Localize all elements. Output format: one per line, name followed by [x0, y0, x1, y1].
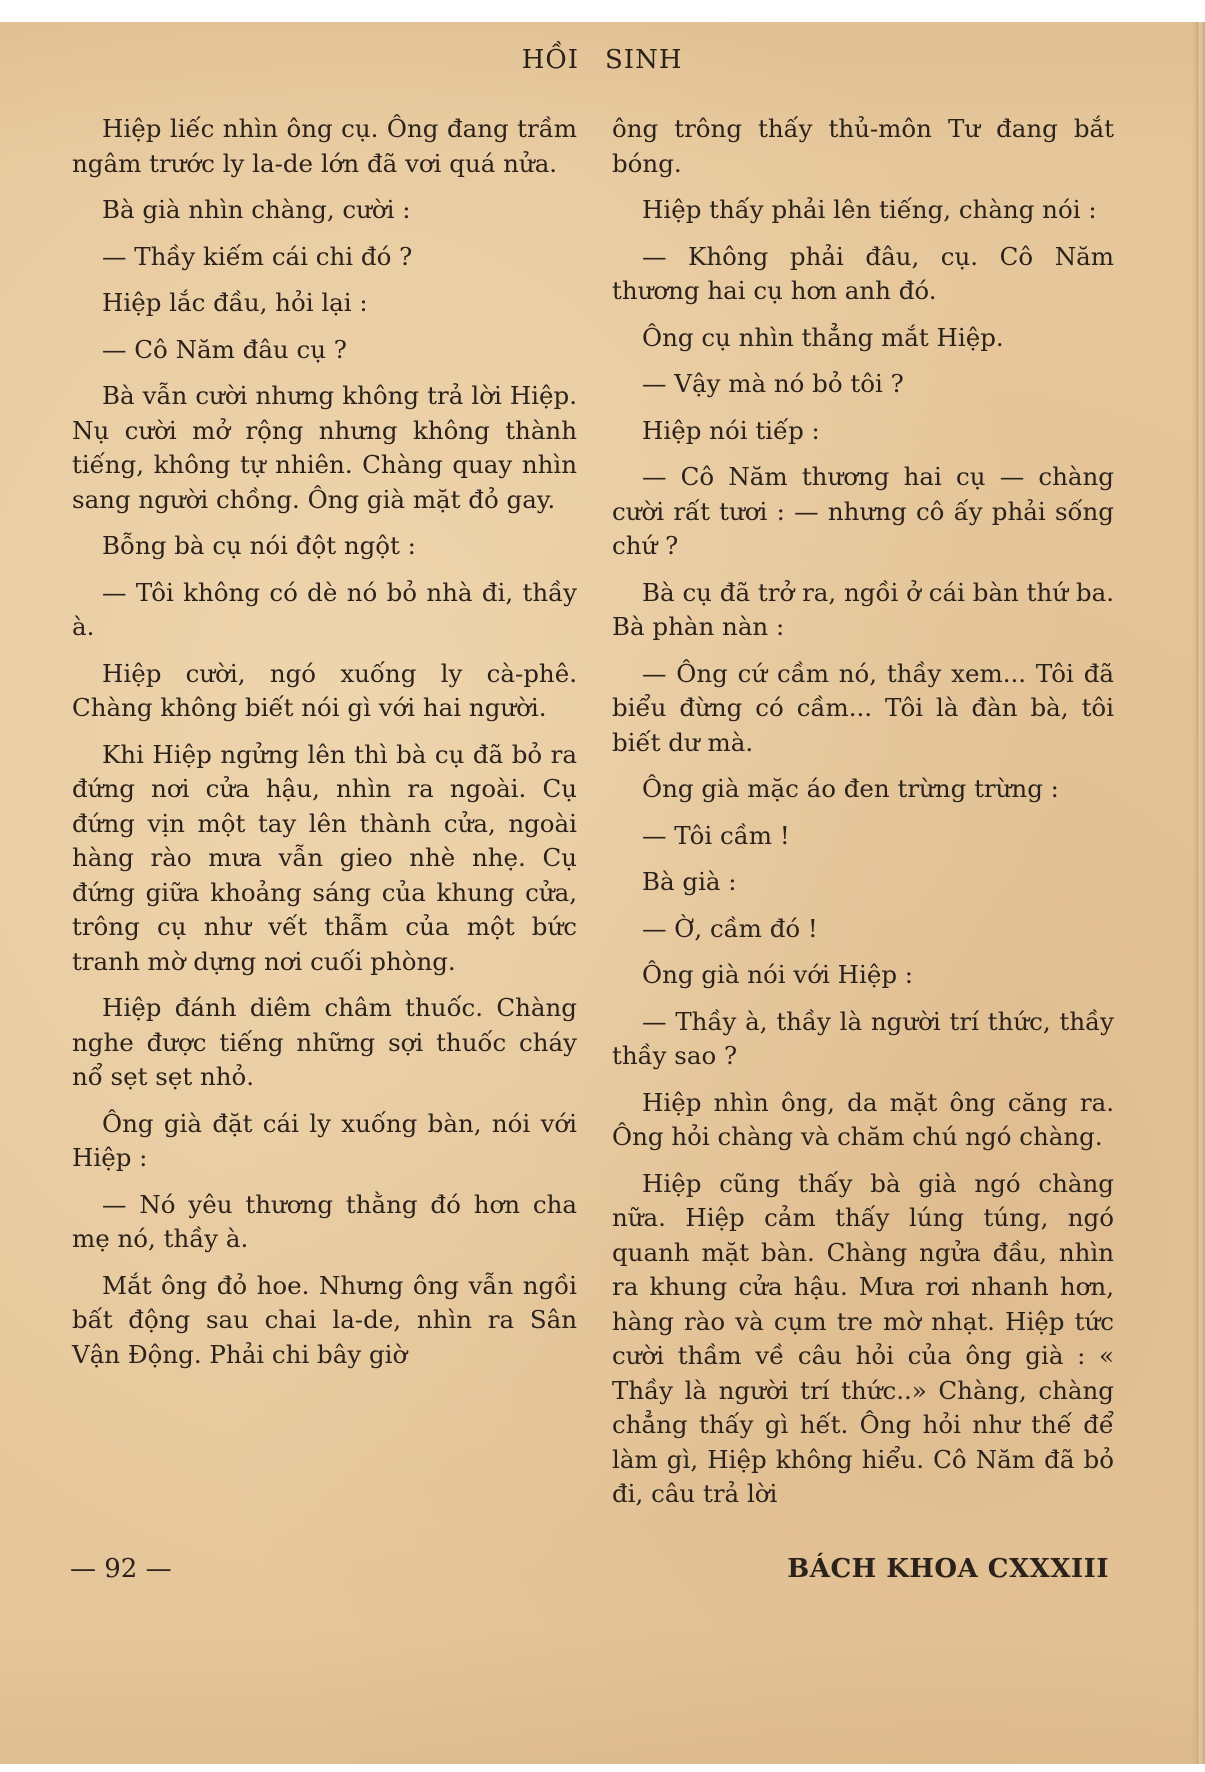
- paragraph: — Cô Năm đâu cụ ?: [102, 334, 347, 364]
- paragraph: Khi Hiệp ngửng lên thì bà cụ đã bỏ ra đứng nơi cửa hậu, nhìn ra ngoài. Cụ đứng vịn một tay lên thành cửa, ngoài hàng rào mưa vẫn gieo nhè nhẹ. Cụ đứng giữa khoảng sáng của khung cửa, trông cụ như vết thẫm của một bức tranh mờ dựng nơi cuối phòng.: [72, 739, 577, 976]
- paragraph: — Thầy kiếm cái chi đó ?: [102, 241, 413, 271]
- publication-name: BÁCH KHOA CXXXIII: [787, 1554, 1109, 1584]
- paragraph: — Nó yêu thương thằng đó hơn cha mẹ nó, thầy à.: [72, 1189, 577, 1253]
- paragraph: Mắt ông đỏ hoe. Nhưng ông vẫn ngồi bất động sau chai la-de, nhìn ra Sân Vận Động. Phải chi bây giờ: [72, 1270, 577, 1369]
- paragraph: — Vậy mà nó bỏ tôi ?: [642, 369, 904, 398]
- paragraph: Bà già :: [642, 867, 737, 896]
- paper-edge: [1191, 22, 1205, 1764]
- paragraph: Bà già nhìn chàng, cười :: [102, 195, 411, 224]
- paragraph: — Ờ, cầm đó !: [642, 913, 818, 943]
- paragraph: Ông cụ nhìn thẳng mắt Hiệp.: [642, 322, 1004, 352]
- paragraph: Hiệp nhìn ông, da mặt ông căng ra. Ông hỏi chàng và chăm chú ngó chàng.: [612, 1087, 1114, 1151]
- paragraph: — Tôi cầm !: [642, 820, 790, 850]
- page-number: — 92 —: [70, 1554, 172, 1584]
- paragraph: Ông già nói với Hiệp :: [642, 960, 914, 989]
- paragraph: — Cô Năm thương hai cụ — chàng cười rất tươi : — nhưng cô ấy phải sống chứ ?: [612, 462, 1114, 560]
- paragraph: Bà vẫn cười nhưng không trả lời Hiệp. Nụ cười mở rộng nhưng không thành tiếng, không tự nhiên. Chàng quay nhìn sang người chồng. Ông già mặt đỏ gay.: [72, 381, 577, 514]
- paragraph: Hiệp lắc đầu, hỏi lại :: [102, 288, 368, 317]
- paragraph: ông trông thấy thủ-môn Tư đang bắt bóng.: [612, 114, 1114, 178]
- paragraph: Ông già mặc áo đen trừng trừng :: [642, 774, 1059, 803]
- paragraph: — Tôi không có dè nó bỏ nhà đi, thầy à.: [72, 577, 577, 641]
- running-header: [0, 45, 1205, 85]
- paragraph: Hiệp cười, ngó xuống ly cà-phê. Chàng không biết nói gì với hai người.: [72, 658, 577, 722]
- paragraph: Hiệp cũng thấy bà già ngó chàng nữa. Hiệp cảm thấy lúng túng, ngó quanh mặt bàn. Chàng ngửa đầu, nhìn ra khung cửa hậu. Mưa rơi nhanh hơn, hàng rào và cụm tre mờ nhạt. Hiệp tức cười thầm về câu hỏi của ông già : « Thầy là người trí thức..» Chàng, chàng chẳng thấy gì hết. Ông hỏi như thế để làm gì, Hiệp không hiểu. Cô Năm đã bỏ đi, câu trả lời: [612, 1168, 1114, 1508]
- header-title-left: HỒI: [521, 45, 579, 75]
- right-text-column: [612, 112, 1114, 1524]
- paragraph: Bỗng bà cụ nói đột ngột :: [102, 531, 416, 560]
- paragraph: Hiệp liếc nhìn ông cụ. Ông đang trầm ngâm trước ly la-de lớn đã vơi quá nửa.: [72, 114, 577, 178]
- paragraph: — Ông cứ cầm nó, thầy xem... Tôi đã biểu đừng có cầm... Tôi là đàn bà, tôi biết dư mà.: [612, 658, 1114, 757]
- paragraph: — Thầy à, thầy là người trí thức, thầy thầy sao ?: [612, 1006, 1114, 1070]
- paragraph: Bà cụ đã trở ra, ngồi ở cái bàn thứ ba. Bà phàn nàn :: [612, 577, 1114, 641]
- paragraph: Ông già đặt cái ly xuống bàn, nói với Hiệp :: [72, 1108, 577, 1172]
- left-text-column: [72, 112, 577, 1384]
- paragraph: Hiệp đánh diêm châm thuốc. Chàng nghe được tiếng những sợi thuốc cháy nổ sẹt sẹt nhỏ.: [72, 993, 577, 1091]
- paragraph: Hiệp nói tiếp :: [642, 415, 820, 445]
- paragraph: Hiệp thấy phải lên tiếng, chàng nói :: [642, 195, 1097, 224]
- header-title-right: SINH: [605, 45, 683, 75]
- paragraph: — Không phải đâu, cụ. Cô Năm thương hai cụ hơn anh đó.: [612, 241, 1114, 305]
